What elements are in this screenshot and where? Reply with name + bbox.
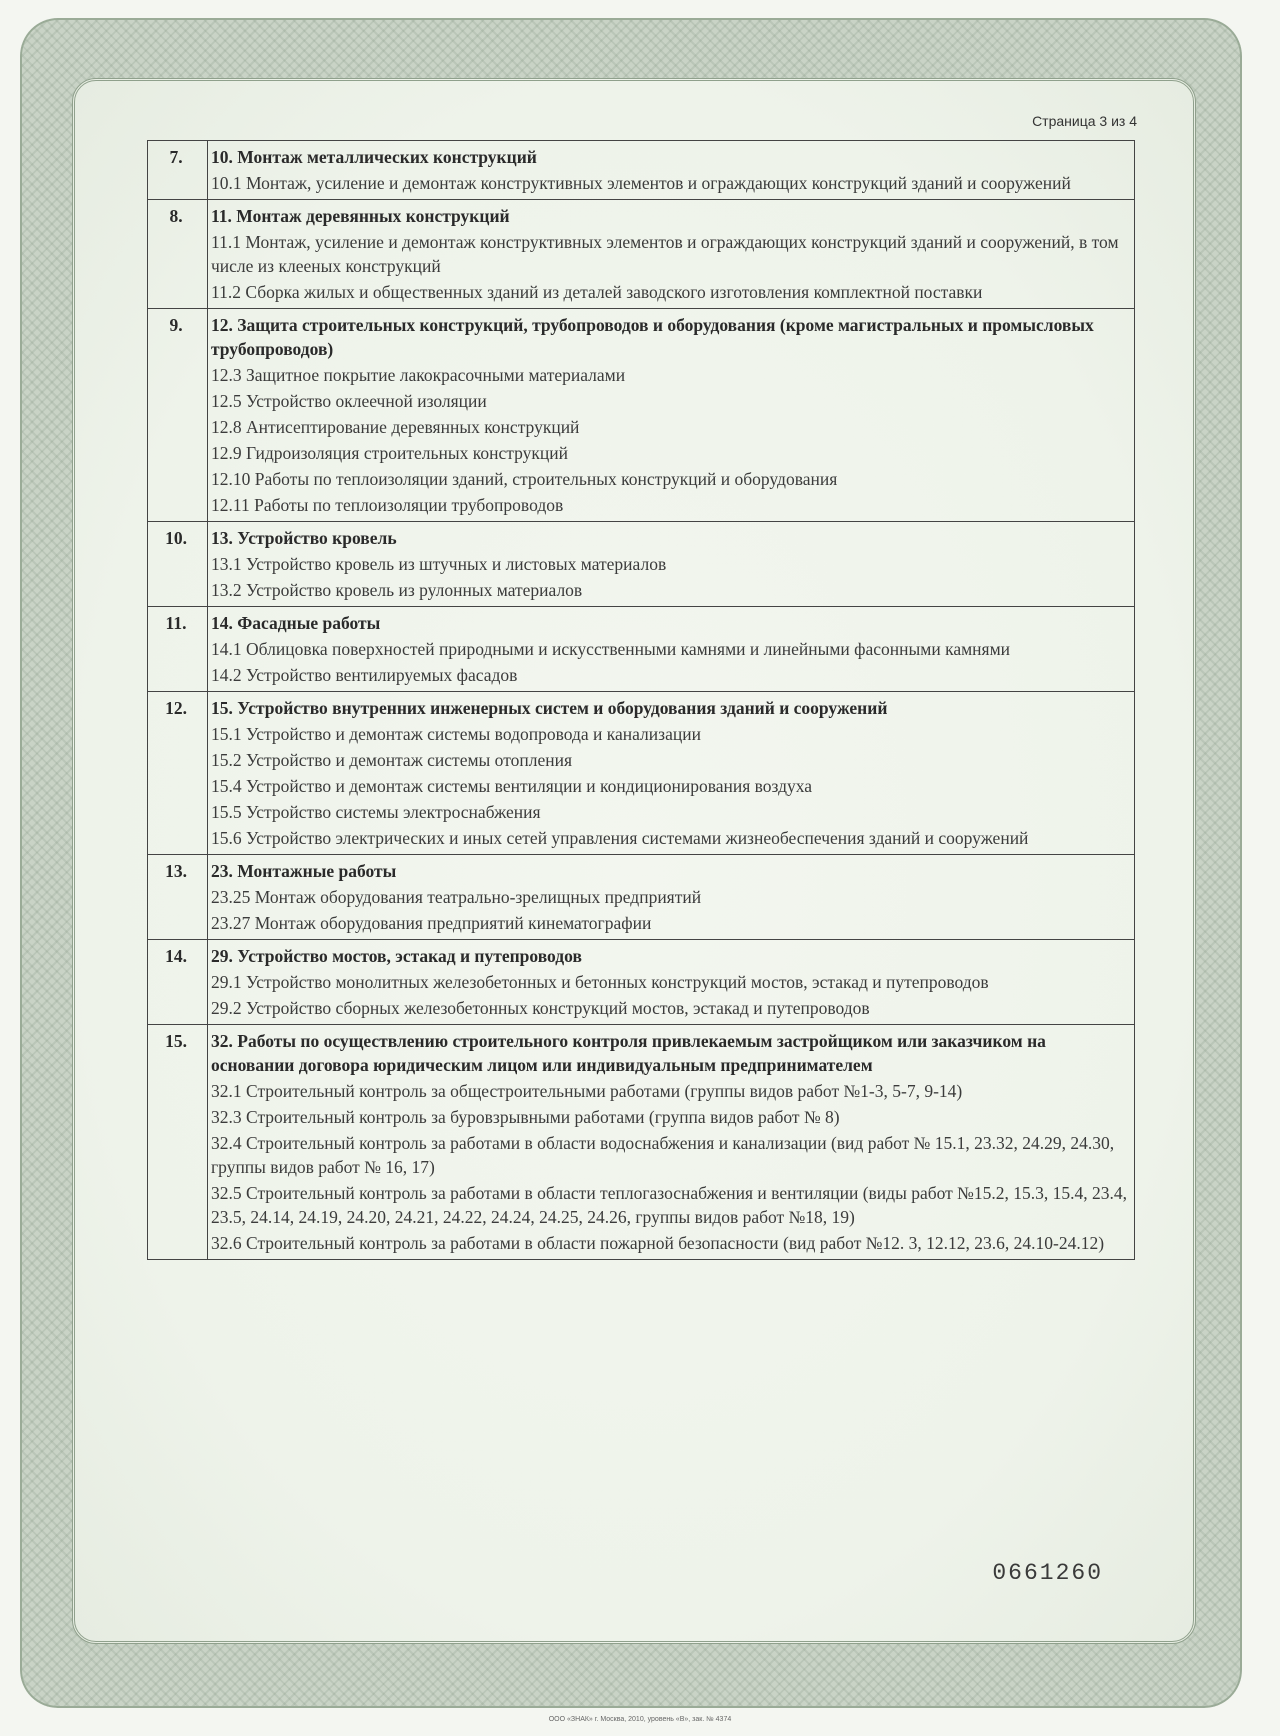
row-number: 9.	[148, 309, 208, 522]
work-group-title: 13. Устройство кровель	[211, 528, 397, 548]
work-group-title: 32. Работы по осуществлению строительного контроля привлекаемым застройщиком или заказчиком на основании договора юридическим лицом или индивидуальным предпринимателем	[211, 1031, 1046, 1075]
work-type-item: 23.25 Монтаж оборудования театрально-зрелищных предприятий	[211, 887, 702, 907]
work-type-item: 32.6 Строительный контроль за работами в области пожарной безопасности (вид работ №12. 3, 12.12, 23.6, 24.10-24.12)	[211, 1233, 1105, 1253]
row-number: 13.	[148, 855, 208, 940]
work-type-item: 29.1 Устройство монолитных железобетонных и бетонных конструкций мостов, эстакад и путепроводов	[211, 972, 989, 992]
work-group-title: 11. Монтаж деревянных конструкций	[211, 206, 510, 226]
work-group-title: 14. Фасадные работы	[211, 613, 381, 633]
table-row	[148, 522, 1135, 607]
work-group-cell	[208, 607, 1135, 692]
table-row	[148, 692, 1135, 855]
work-type-item: 32.5 Строительный контроль за работами в области теплогазоснабжения и вентиляции (виды работ №15.2, 15.3, 15.4, 23.4, 23.5, 24.14, 24.19, 24.20, 24.21, 24.22, 24.24, 24.25, 24.26, группы видов работ №18, 19)	[211, 1183, 1127, 1227]
work-type-item: 15.4 Устройство и демонтаж системы вентиляции и кондиционирования воздуха	[211, 776, 813, 796]
row-number: 8.	[148, 200, 208, 309]
work-group-cell	[208, 522, 1135, 607]
work-type-item: 13.1 Устройство кровель из штучных и листовых материалов	[211, 554, 667, 574]
work-type-item: 12.10 Работы по теплоизоляции зданий, строительных конструкций и оборудования	[211, 469, 838, 489]
printer-imprint: ООО «ЗНАК» г. Москва, 2010, уровень «В», зак. № 4374	[548, 1716, 732, 1723]
table-row	[148, 200, 1135, 309]
work-type-item: 29.2 Устройство сборных железобетонных конструкций мостов, эстакад и путепроводов	[211, 998, 870, 1018]
serial-number: 0661260	[992, 1560, 1103, 1586]
page-number-label: Страница 3 из 4	[1032, 113, 1137, 129]
row-number: 14.	[148, 940, 208, 1025]
work-group-cell	[208, 855, 1135, 940]
work-group-cell	[208, 692, 1135, 855]
work-group-cell	[208, 309, 1135, 522]
work-group-cell	[208, 200, 1135, 309]
table-row	[148, 141, 1135, 200]
work-group-title: 23. Монтажные работы	[211, 861, 397, 881]
work-type-item: 11.2 Сборка жилых и общественных зданий из деталей заводского изготовления комплектной поставки	[211, 282, 983, 302]
work-type-item: 23.27 Монтаж оборудования предприятий кинематографии	[211, 913, 652, 933]
table-row	[148, 855, 1135, 940]
work-group-cell	[208, 940, 1135, 1025]
row-number: 15.	[148, 1025, 208, 1260]
work-type-item: 14.2 Устройство вентилируемых фасадов	[211, 665, 518, 685]
work-type-item: 32.4 Строительный контроль за работами в области водоснабжения и канализации (вид работ № 15.1, 23.32, 24.29, 24.30, группы видов работ № 16, 17)	[211, 1133, 1115, 1177]
work-type-item: 12.3 Защитное покрытие лакокрасочными материалами	[211, 365, 626, 385]
table-row	[148, 309, 1135, 522]
work-type-item: 13.2 Устройство кровель из рулонных материалов	[211, 580, 583, 600]
work-type-item: 12.5 Устройство оклеечной изоляции	[211, 391, 487, 411]
work-group-title: 15. Устройство внутренних инженерных систем и оборудования зданий и сооружений	[211, 698, 888, 718]
table-row	[148, 607, 1135, 692]
work-type-item: 15.2 Устройство и демонтаж системы отопления	[211, 750, 573, 770]
work-type-item: 15.1 Устройство и демонтаж системы водопровода и канализации	[211, 724, 701, 744]
work-group-title: 10. Монтаж металлических конструкций	[211, 147, 537, 167]
work-type-item: 12.8 Антисептирование деревянных конструкций	[211, 417, 580, 437]
row-number: 11.	[148, 607, 208, 692]
row-number: 12.	[148, 692, 208, 855]
work-type-item: 32.3 Строительный контроль за буровзрывными работами (группа видов работ № 8)	[211, 1107, 840, 1127]
row-number: 10.	[148, 522, 208, 607]
work-group-cell	[208, 1025, 1135, 1260]
work-type-item: 11.1 Монтаж, усиление и демонтаж конструктивных элементов и ограждающих конструкций зданий и сооружений, в том числе из клееных конструкций	[211, 232, 1119, 276]
row-number: 7.	[148, 141, 208, 200]
work-types-table	[147, 140, 1135, 1260]
work-group-title: 29. Устройство мостов, эстакад и путепроводов	[211, 946, 582, 966]
work-type-item: 10.1 Монтаж, усиление и демонтаж конструктивных элементов и ограждающих конструкций зданий и сооружений	[211, 173, 1071, 193]
work-type-item: 12.11 Работы по теплоизоляции трубопроводов	[211, 495, 564, 515]
work-type-item: 14.1 Облицовка поверхностей природными и искусственными камнями и линейными фасонными камнями	[211, 639, 1011, 659]
work-group-title: 12. Защита строительных конструкций, трубопроводов и оборудования (кроме магистральных и промысловых трубопроводов)	[211, 315, 1094, 359]
work-group-cell	[208, 141, 1135, 200]
work-type-item: 15.5 Устройство системы электроснабжения	[211, 802, 541, 822]
work-type-item: 12.9 Гидроизоляция строительных конструкций	[211, 443, 568, 463]
work-type-item: 32.1 Строительный контроль за общестроительными работами (группы видов работ №1-3, 5-7, 9-14)	[211, 1081, 963, 1101]
work-type-item: 15.6 Устройство электрических и иных сетей управления системами жизнеобеспечения зданий и сооружений	[211, 828, 1029, 848]
table-row	[148, 1025, 1135, 1260]
table-row	[148, 940, 1135, 1025]
